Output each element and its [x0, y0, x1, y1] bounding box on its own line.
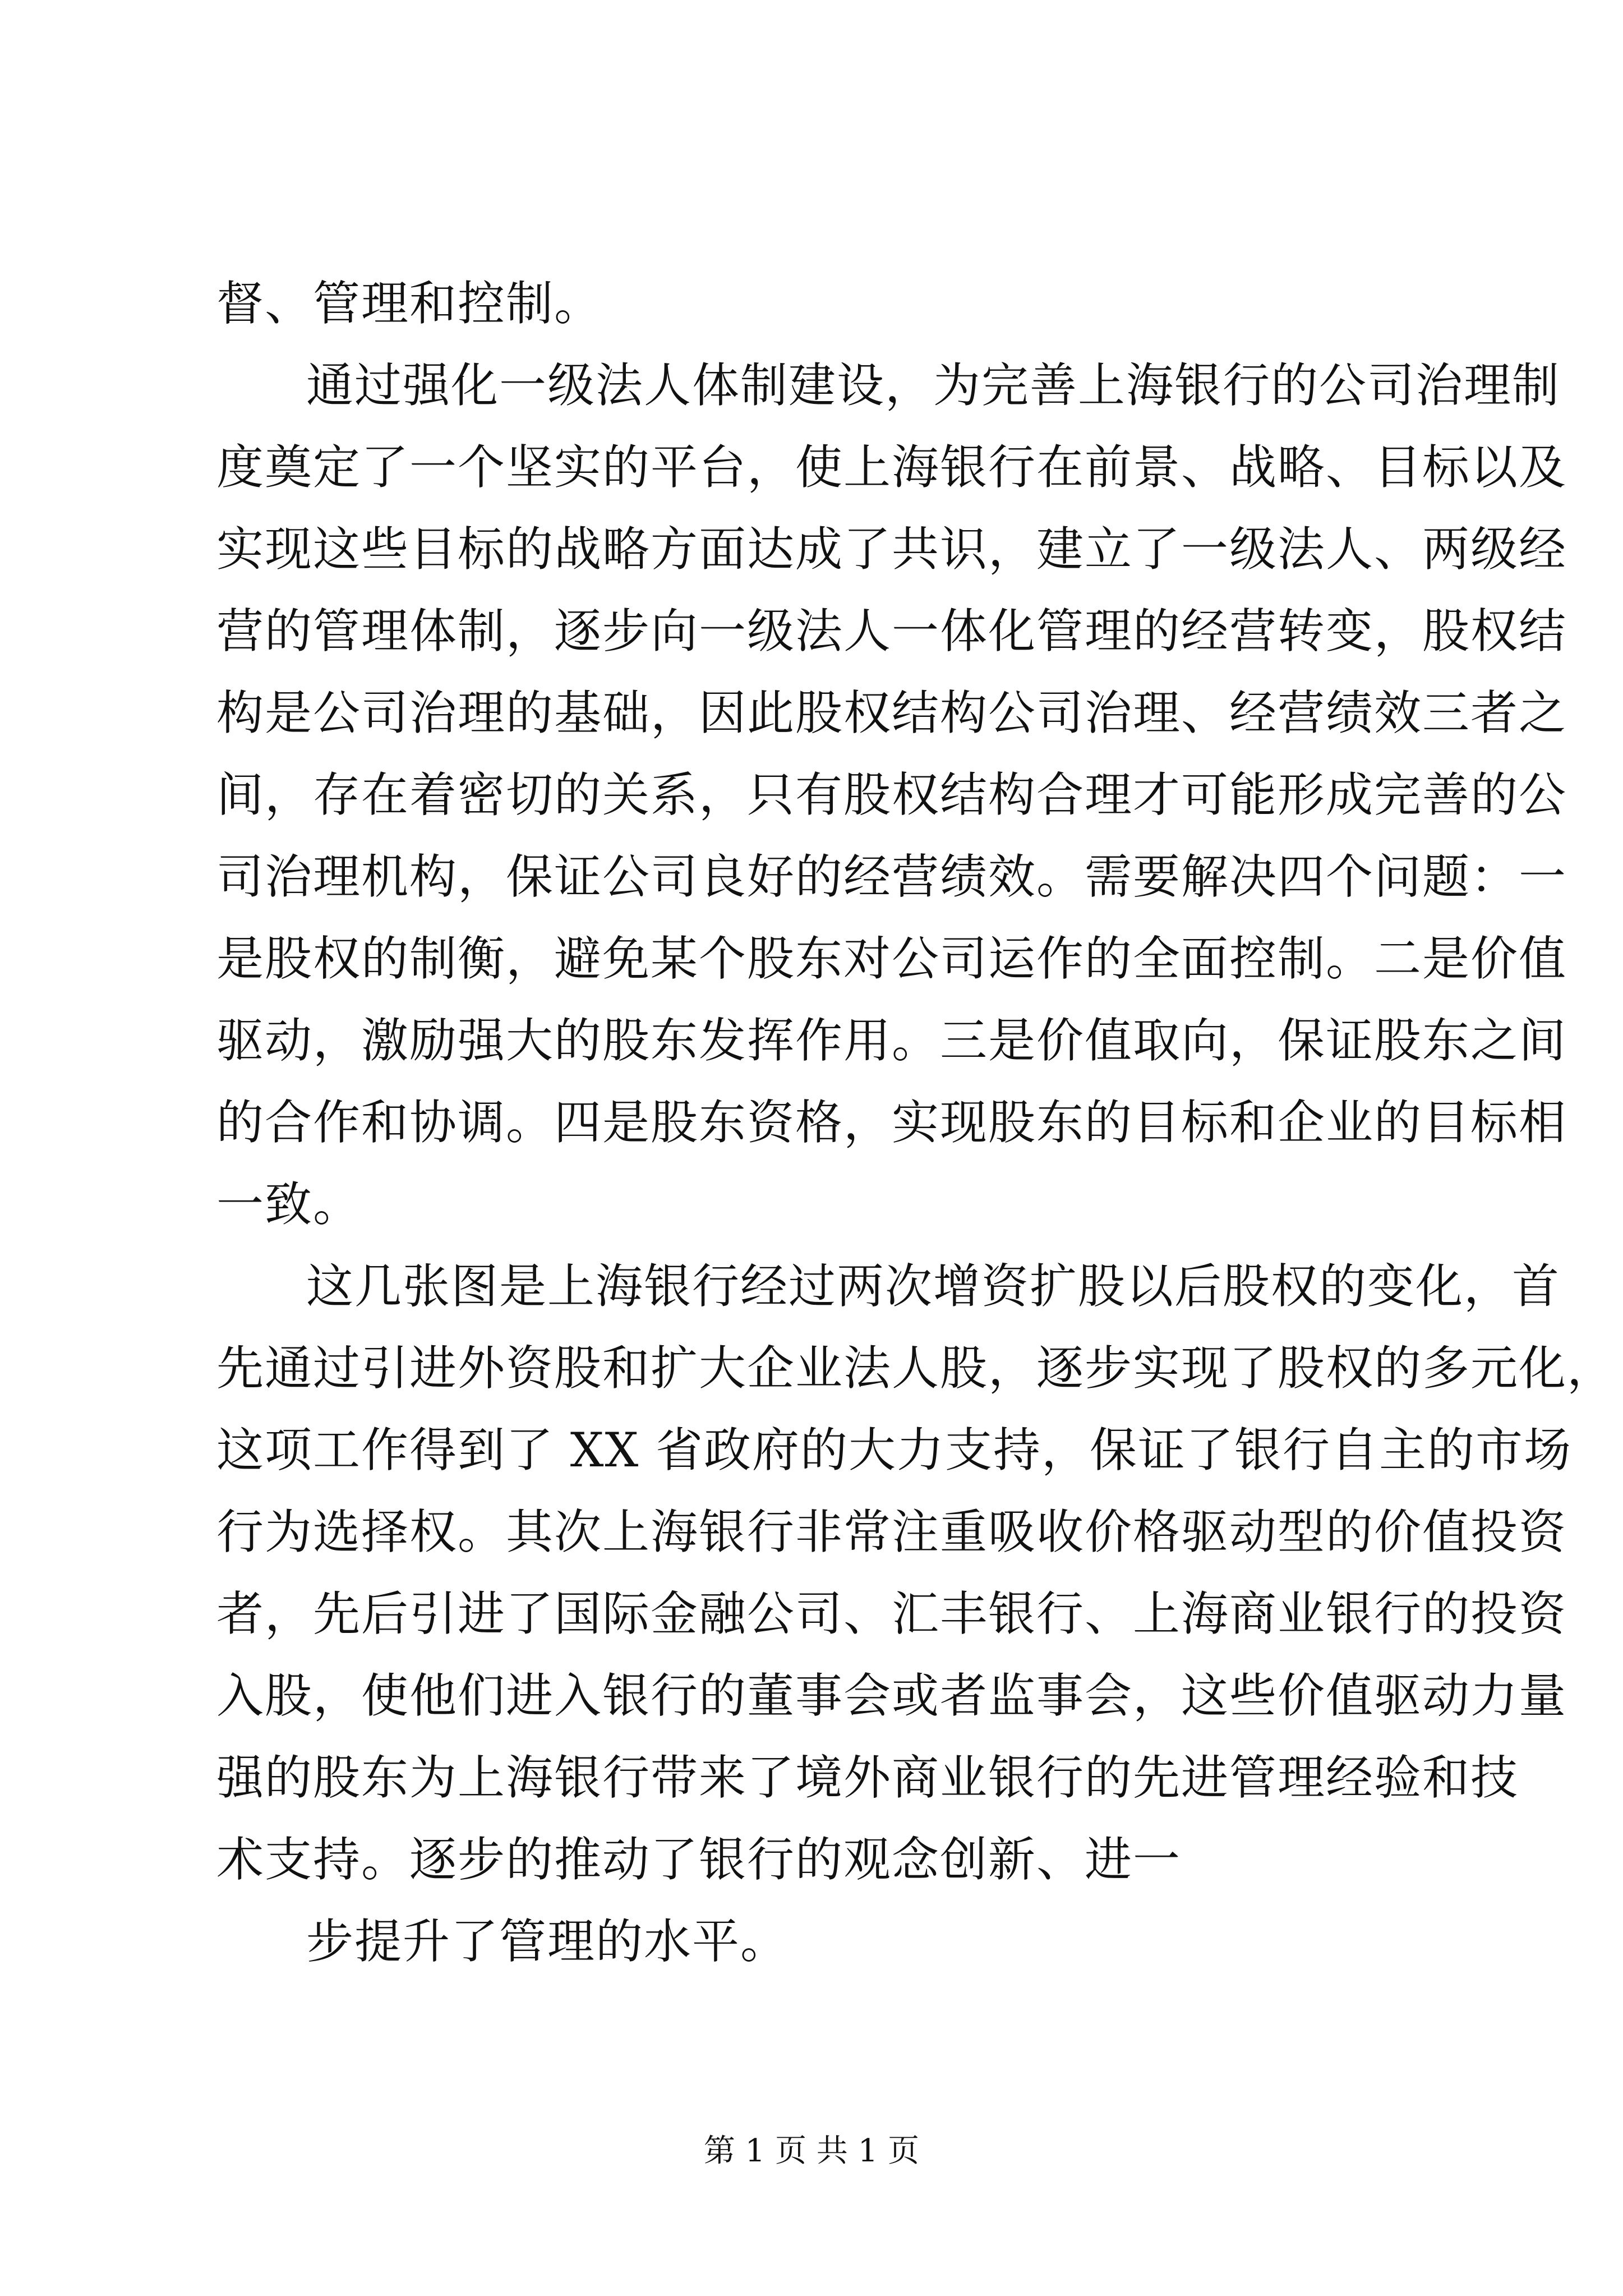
document-body [216, 263, 1616, 1982]
page-footer [0, 2132, 1623, 2171]
text-line: 行为选择权。其次上海银行非常注重吸收价格驱动型的价值投资 [216, 1504, 1567, 1559]
text-line: 营的管理体制，逐步向一级法人一体化管理的经营转变，股权结 [216, 604, 1567, 659]
text-line: 度奠定了一个坚实的平台，使上海银行在前景、战略、目标以及 [216, 440, 1567, 495]
text-line: 强的股东为上海银行带来了境外商业银行的先进管理经验和技 [216, 1750, 1519, 1805]
text-line: 这项工作得到了 XX 省政府的大力支持，保证了银行自主的市场 [216, 1423, 1573, 1478]
text-line: 间，存在着密切的关系，只有股权结构合理才可能形成完善的公 [216, 767, 1567, 822]
text-line: 驱动，激励强大的股东发挥作用。三是价值取向，保证股东之间 [216, 1013, 1567, 1068]
paragraph-start-line: 通过强化一级法人体制建设，为完善上海银行的公司治理制 [306, 358, 1561, 413]
text-line: 是股权的制衡，避免某个股东对公司运作的全面控制。二是价值 [216, 931, 1567, 986]
text-line: 先通过引进外资股和扩大企业法人股，逐步实现了股权的多元化， [216, 1341, 1616, 1396]
text-line: 司治理机构，保证公司良好的经营绩效。需要解决四个问题：一 [216, 849, 1567, 904]
text-line: 一致。 [216, 1177, 362, 1232]
text-line: 者，先后引进了国际金融公司、汇丰银行、上海商业银行的投资 [216, 1586, 1567, 1641]
text-line: 督、管理和控制。 [216, 276, 603, 331]
text-line: 术支持。逐步的推动了银行的观念创新、进一 [216, 1832, 1182, 1887]
page-number-label: 第 1 页 共 1 页 [703, 2133, 920, 2169]
paragraph-start-line: 这几张图是上海银行经过两次增资扩股以后股权的变化，首 [306, 1259, 1561, 1314]
text-line: 构是公司治理的基础，因此股权结构公司治理、经营绩效三者之 [216, 685, 1567, 740]
text-line: 的合作和协调。四是股东资格，实现股东的目标和企业的目标相 [216, 1095, 1567, 1150]
text-line: 入股，使他们进入银行的董事会或者监事会，这些价值驱动力量 [216, 1668, 1567, 1723]
text-line: 实现这些目标的战略方面达成了共识，建立了一级法人、两级经 [216, 522, 1567, 577]
paragraph-start-line: 步提升了管理的水平。 [306, 1914, 789, 1969]
